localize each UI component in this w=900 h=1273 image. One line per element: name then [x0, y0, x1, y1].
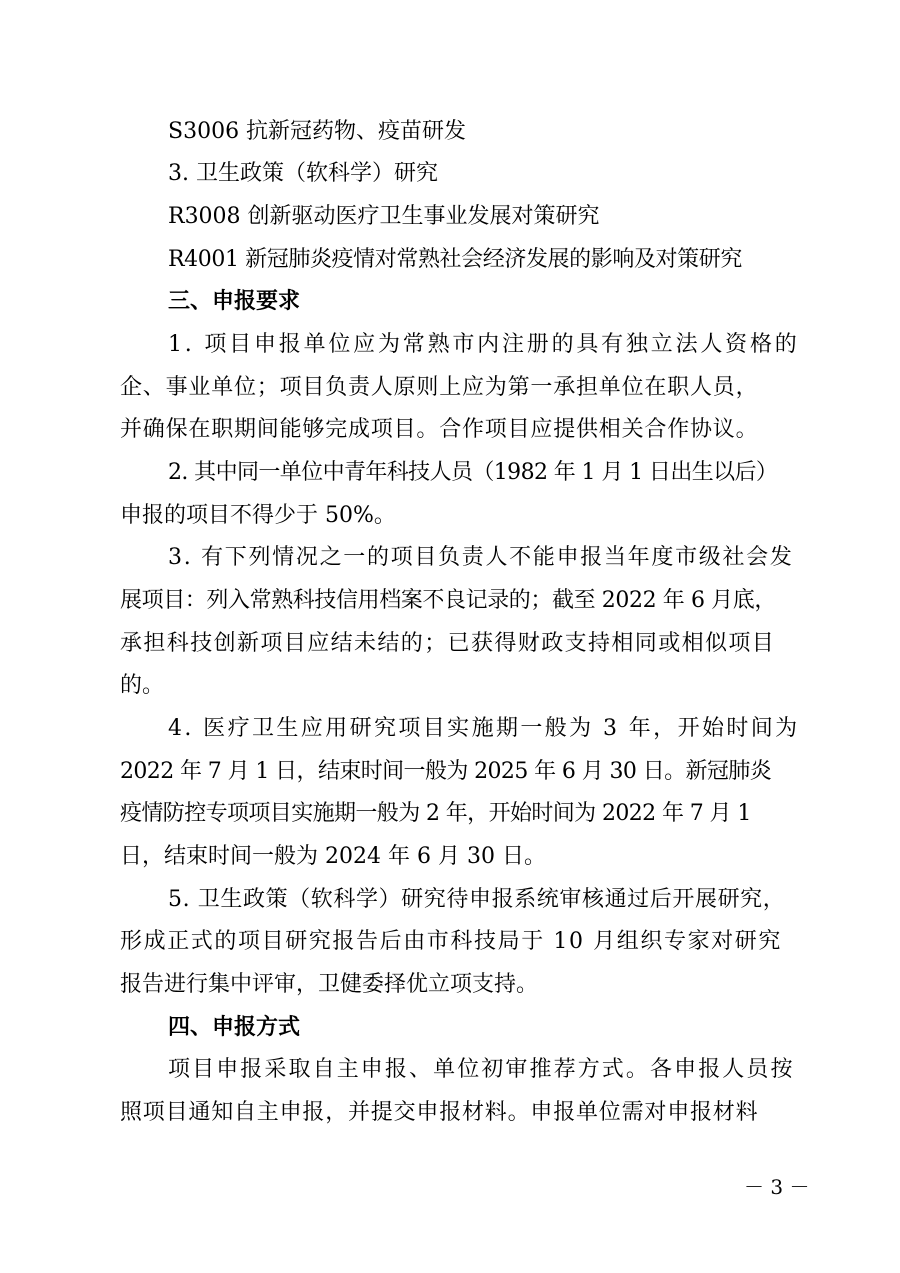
text-line	[0, 368, 900, 408]
line-text: 项目申报采取自主申报、单位初审推荐方式。各申报人员按	[168, 1057, 795, 1082]
text-line	[0, 709, 900, 749]
text-line	[0, 922, 900, 962]
line-text: 形成正式的项目研究报告后由市科技局于 10 月组织专家对研究	[120, 929, 782, 954]
line-text: 展项目：列入常熟科技信用档案不良记录的；截至 2022 年 6 月底，	[120, 588, 776, 613]
line-text: R3008 创新驱动医疗卫生事业发展对策研究	[168, 204, 600, 229]
text-line	[0, 1093, 900, 1133]
text-line	[0, 666, 900, 706]
page-number: － 3 －	[744, 1175, 810, 1199]
section-heading	[0, 282, 900, 322]
text-line	[0, 453, 900, 493]
line-text: 2. 其中同一单位中青年科技人员（1982 年 1 月 1 日出生以后）	[168, 460, 778, 485]
line-text: 日，结束时间一般为 2024 年 6 月 30 日。	[120, 844, 546, 869]
text-line	[0, 240, 900, 280]
text-line	[0, 752, 900, 792]
text-line	[0, 581, 900, 621]
text-line	[0, 197, 900, 237]
text-line	[0, 325, 900, 365]
text-line	[0, 410, 900, 450]
heading-text: 三、申报要求	[168, 289, 301, 314]
text-line	[0, 965, 900, 1005]
line-text: 疫情防控专项项目实施期一般为 2 年，开始时间为 2022 年 7 月 1	[120, 801, 751, 826]
heading-text: 四、申报方式	[168, 1015, 301, 1040]
line-text: 3. 有下列情况之一的项目负责人不能申报当年度市级社会发	[168, 545, 794, 570]
text-line	[0, 538, 900, 578]
text-line	[0, 1050, 900, 1090]
line-text: 2022 年 7 月 1 日，结束时间一般为 2025 年 6 月 30 日。新冠肺炎	[120, 759, 772, 784]
text-line	[0, 880, 900, 920]
text-line	[0, 794, 900, 834]
line-text: 3. 卫生政策（软科学）研究	[168, 161, 438, 186]
line-text: R4001 新冠肺炎疫情对常熟社会经济发展的影响及对策研究	[168, 247, 742, 272]
text-line	[0, 837, 900, 877]
line-text: 企、事业单位；项目负责人原则上应为第一承担单位在职人员，	[120, 375, 759, 400]
text-line	[0, 112, 900, 152]
line-text: 4. 医疗卫生应用研究项目实施期一般为 3 年，开始时间为	[168, 716, 800, 741]
line-text: 并确保在职期间能够完成项目。合作项目应提供相关合作协议。	[120, 417, 759, 442]
line-text: 照项目通知自主申报，并提交申报材料。申报单位需对申报材料	[120, 1100, 759, 1125]
line-text: 5. 卫生政策（软科学）研究待申报系统审核通过后开展研究，	[168, 887, 786, 912]
text-line	[0, 154, 900, 194]
line-text: 1. 项目申报单位应为常熟市内注册的具有独立法人资格的	[168, 332, 800, 357]
line-text: 报告进行集中评审，卫健委择优立项支持。	[120, 972, 539, 997]
text-line	[0, 496, 900, 536]
line-text: 申报的项目不得少于 50%。	[120, 503, 396, 528]
text-line	[0, 624, 900, 664]
line-text: 的。	[120, 673, 165, 698]
line-text: S3006 抗新冠药物、疫苗研发	[168, 119, 467, 144]
line-text: 承担科技创新项目应结未结的；已获得财政支持相同或相似项目	[120, 631, 776, 656]
section-heading	[0, 1008, 900, 1048]
